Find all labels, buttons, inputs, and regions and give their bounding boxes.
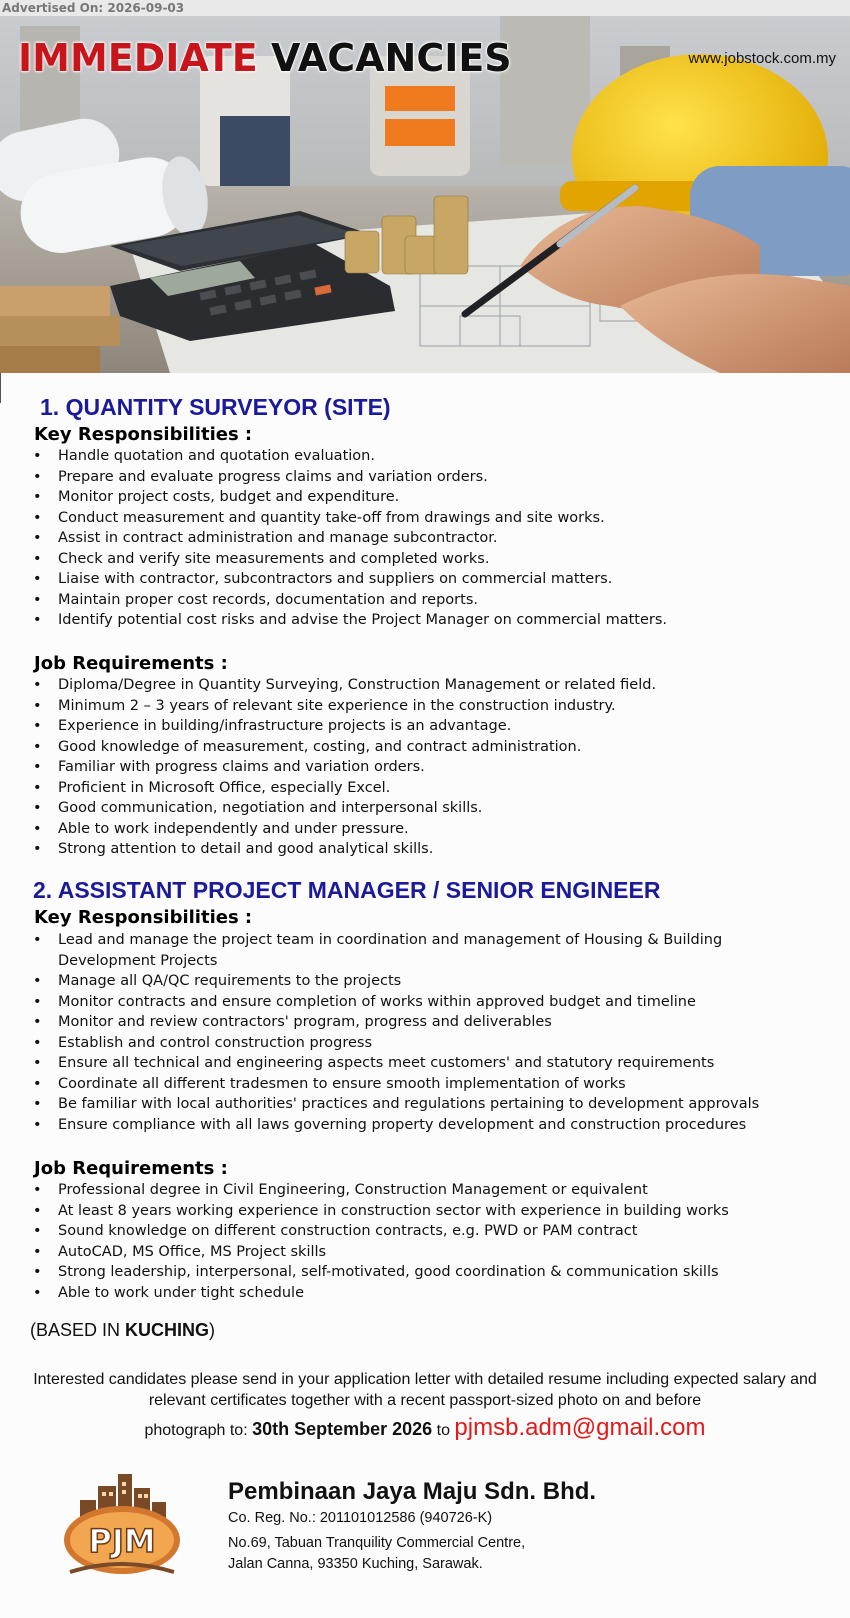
apply-to: to: [432, 1422, 455, 1439]
list-item: • Handle quotation and quotation evaluation.: [33, 446, 833, 467]
list-item: • Minimum 2 – 3 years of relevant site experience in the construction industry.: [33, 696, 833, 717]
list-item: • Proficient in Microsoft Office, especially Excel.: [33, 778, 833, 799]
apply-prefix: photograph to:: [144, 1422, 253, 1439]
list-item: • Establish and control construction progress: [33, 1033, 823, 1054]
logo-text: PJM: [88, 1522, 156, 1560]
list-item: • Monitor project costs, budget and expenditure.: [33, 487, 833, 508]
apply-deadline: 30th September 2026: [252, 1419, 433, 1439]
hero-photo: [0, 16, 850, 373]
list-item: • At least 8 years working experience in construction sector with experience in building works: [33, 1201, 833, 1222]
list-item: • Coordinate all different tradesmen to ensure smooth implementation of works: [33, 1074, 823, 1095]
list-item: • AutoCAD, MS Office, MS Project skills: [33, 1242, 833, 1263]
list-item: • Able to work independently and under pressure.: [33, 819, 833, 840]
location-prefix: (BASED IN: [30, 1320, 126, 1340]
headline: [18, 36, 512, 80]
company-name: Pembinaan Jaya Maju Sdn. Bhd.: [228, 1478, 597, 1505]
requirements-heading-2: Job Requirements :: [34, 1158, 228, 1179]
list-item: • Diploma/Degree in Quantity Surveying, Construction Management or related field.: [33, 675, 833, 696]
left-divider: [0, 373, 1, 403]
list-item: • Check and verify site measurements and completed works.: [33, 549, 833, 570]
apply-instructions: Interested candidates please send in your application letter with detailed resume including expected salary and relevant certificates together with a recent passport-sized photo on and before: [33, 1371, 817, 1409]
responsibilities-list-1: [33, 446, 833, 631]
advertised-strip: [0, 0, 850, 16]
list-item: • Assist in contract administration and manage subcontractor.: [33, 528, 833, 549]
list-item: • Prepare and evaluate progress claims and variation orders.: [33, 467, 833, 488]
job-title-2: 2. ASSISTANT PROJECT MANAGER / SENIOR ENGINEER: [33, 877, 661, 903]
list-item: • Lead and manage the project team in coordination and management of Housing & Building Development Projects: [33, 930, 823, 971]
list-item: • Monitor and review contractors' program, progress and deliverables: [33, 1012, 823, 1033]
list-item: • Strong attention to detail and good analytical skills.: [33, 839, 833, 860]
list-item: • Ensure compliance with all laws governing property development and construction procedures: [33, 1115, 823, 1136]
company-reg: Co. Reg. No.: 201101012586 (940726-K): [228, 1510, 493, 1526]
list-item: • Good communication, negotiation and interpersonal skills.: [33, 798, 833, 819]
company-address-2: Jalan Canna, 93350 Kuching, Sarawak.: [228, 1556, 483, 1572]
apply-email[interactable]: pjmsb.adm@gmail.com: [454, 1414, 706, 1441]
list-item: • Maintain proper cost records, documentation and reports.: [33, 590, 833, 611]
location-suffix: ): [209, 1320, 216, 1340]
headline-black: VACANCIES: [270, 36, 512, 80]
company-address-1: No.69, Tabuan Tranquility Commercial Centre,: [228, 1535, 526, 1551]
site-url: www.jobstock.com.my: [688, 50, 836, 67]
advertised-date: Advertised On: 2026-09-03: [2, 1, 185, 15]
list-item: • Monitor contracts and ensure completion of works within approved budget and timeline: [33, 992, 823, 1013]
list-item: • Professional degree in Civil Engineering, Construction Management or equivalent: [33, 1180, 833, 1201]
requirements-heading-1: Job Requirements :: [34, 653, 228, 674]
requirements-list-1: [33, 675, 833, 860]
job-location: [30, 1320, 215, 1341]
responsibilities-heading-2: Key Responsibilities :: [34, 907, 253, 928]
list-item: • Liaise with contractor, subcontractors and suppliers on commercial matters.: [33, 569, 833, 590]
list-item: • Able to work under tight schedule: [33, 1283, 833, 1304]
pjm-logo-icon: [58, 1460, 188, 1590]
list-item: • Conduct measurement and quantity take-off from drawings and site works.: [33, 508, 833, 529]
list-item: • Familiar with progress claims and variation orders.: [33, 757, 833, 778]
list-item: • Ensure all technical and engineering aspects meet customers' and statutory requirements: [33, 1053, 823, 1074]
list-item: • Be familiar with local authorities' practices and regulations pertaining to development approvals: [33, 1094, 823, 1115]
responsibilities-heading-1: Key Responsibilities :: [34, 424, 253, 445]
job-title-1: 1. QUANTITY SURVEYOR (SITE): [40, 394, 391, 420]
headline-red: IMMEDIATE: [18, 36, 258, 80]
company-logo: [58, 1460, 188, 1590]
list-item: • Good knowledge of measurement, costing, and contract administration.: [33, 737, 833, 758]
requirements-list-2: [33, 1180, 833, 1303]
list-item: • Sound knowledge on different construction contracts, e.g. PWD or PAM contract: [33, 1221, 833, 1242]
apply-deadline-line: [0, 1414, 850, 1442]
location-city: KUCHING: [125, 1320, 210, 1340]
list-item: • Strong leadership, interpersonal, self-motivated, good coordination & communication skills: [33, 1262, 833, 1283]
responsibilities-list-2: [33, 930, 823, 1135]
list-item: • Identify potential cost risks and advise the Project Manager on commercial matters.: [33, 610, 833, 631]
list-item: • Manage all QA/QC requirements to the projects: [33, 971, 823, 992]
list-item: • Experience in building/infrastructure projects is an advantage.: [33, 716, 833, 737]
